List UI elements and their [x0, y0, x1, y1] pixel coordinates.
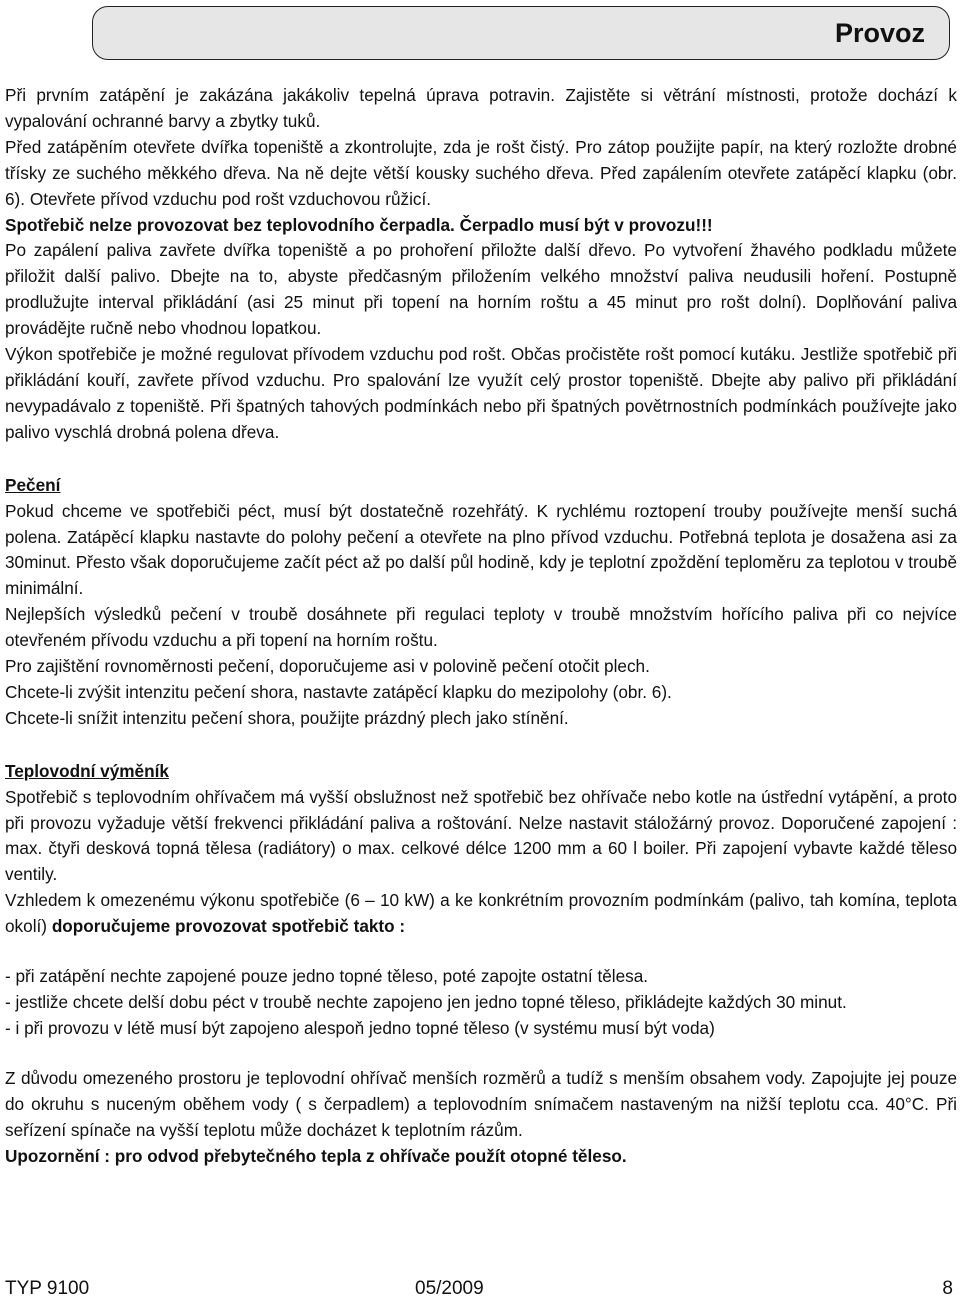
paragraph: Výkon spotřebiče je možné regulovat přívodem vzduchu pod rošt. Občas pročistěte rošt pomocí kutáku. Jestliže spotřebič při přikládání kouří, zavřete přívod vzduchu. Pro spalování lze využít celý prostor topeniště. Dbejte aby palivo při přikládání nevypadávalo z topeniště. Při špatných tahových podmínkách nebo při špatných povětrnostních podmínkách používejte jako palivo vyschlá drobná polena dřeva. — [5, 344, 957, 442]
list-item: - při zatápění nechte zapojené pouze jedno topné těleso, poté zapojte ostatní tělesa. — [5, 966, 649, 987]
paragraph: Při prvním zatápění je zakázána jakákoliv tepelná úprava potravin. Zajistěte si větrání místnosti, protože dochází k vypalování ochranné barvy a zbytky tuků. — [5, 85, 957, 131]
paragraph: Nejlepších výsledků pečení v troubě dosáhnete při regulaci teploty v troubě množstvím hořícího paliva při co nejvíce otevřeném přívodu vzduchu a při topení na horním roštu. — [5, 604, 957, 651]
section-heading-teplovodni: Teplovodní výměník — [5, 760, 169, 781]
list-item: - jestliže chcete delší dobu péct v troubě nechte zapojeno jen jedno topné těleso, přikládejte každých 30 minut. — [5, 992, 847, 1012]
pump-warning: Spotřebič nelze provozovat bez teplovodního čerpadla. Čerpadlo musí být v provozu!!! — [5, 214, 713, 235]
page-footer — [5, 1276, 953, 1302]
section-heading-peceni: Pečení — [5, 474, 61, 495]
paragraph: Chcete-li zvýšit intenzitu pečení shora, nastavte zatápěcí klapku do mezipolohy (obr. 6). — [5, 681, 672, 702]
paragraph: Před zatápěním otevřete dvířka topeniště a zkontrolujte, zda je rošt čistý. Pro zátop použijte papír, na který rozložte drobné třísky ze suchého měkkého dřeva. Na ně dejte větší kousky suchého dřeva. Před zapálením otevřete zatápěcí klapku (obr. 6). Otevřete přívod vzduchu pod rošt vzduchovou růžicí. — [5, 136, 957, 209]
paragraph — [5, 888, 957, 940]
paragraph: Po zapálení paliva zavřete dvířka topeniště a po prohoření přiložte další dřevo. Po vytvoření žhavého podkladu můžete přiložit další palivo. Dbejte na to, abyste předčasným přiložením velkého množství paliva neudusili hoření. Postupně prodlužujte interval přikládání (asi 25 minut při topení na horním roštu a 45 minut pro rošt dolní). Doplňování paliva provádějte ručně nebo vhodnou lopatkou. — [5, 240, 957, 339]
paragraph: Chcete-li snížit intenzitu pečení shora, použijte prázdný plech jako stínění. — [5, 707, 569, 728]
list-item: - i při provozu v létě musí být zapojeno alespoň jedno topné těleso (v systému musí být voda) — [5, 1017, 715, 1038]
page-title: Provoz — [834, 17, 925, 48]
document-body — [5, 83, 957, 1169]
paragraph: Pro zajištění rovnoměrnosti pečení, doporučujeme asi v polovině pečení otočit plech. — [5, 656, 650, 677]
footer-page-number: 8 — [942, 1278, 953, 1299]
footer-model: TYP 9100 — [5, 1278, 90, 1299]
recommendation-intro: Vzhledem k omezenému výkonu spotřebiče (6 – 10 kW) a ke konkrétním provozním podmínkám (palivo, tah komína, teplota okolí) — [5, 890, 957, 937]
warning-note: Upozornění : pro odvod přebytečného tepla z ohřívače použít otopné těleso. — [5, 1145, 627, 1166]
footer-date: 05/2009 — [415, 1278, 484, 1299]
paragraph: Z důvodu omezeného prostoru je teplovodní ohřívač menších rozměrů a tudíž s menším obsahem vody. Zapojujte jej pouze do okruhu s nuceným oběhem vody ( s čerpadlem) a teplovodním snímačem nastaveným na nižší teplotu cca. 40°C. Při seřízení spínače na vyšší teplotu může docházet k teplotním rázům. — [5, 1067, 957, 1140]
title-banner — [92, 6, 950, 60]
recommendation-bold: doporučujeme provozovat spotřebič takto : — [51, 916, 406, 937]
paragraph: Spotřebič s teplovodním ohřívačem má vyšší obslužnost než spotřebič bez ohřívače nebo kotle na ústřední vytápění, a proto při provozu vyžaduje větší frekvenci přikládání paliva a roštování. Nelze nastavit stáložárný provoz. Doporučené zapojení : max. čtyři desková topná tělesa (radiátory) o max. celkové délce 1200 mm a 60 l boiler. Při zapojení vybavte každé těleso ventily. — [5, 786, 957, 885]
paragraph: Pokud chceme ve spotřebiči péct, musí být dostatečně rozehřátý. K rychlému roztopení trouby používejte menší suchá polena. Zatápěcí klapku nastavte do polohy pečení a otevřete na plno přívod vzduchu. Potřebná teplota je dosažena asi za 30minut. Přesto však doporučujeme začít péct až po další půl hodině, kdy je teplotní zpoždění teploměru za teplotou v troubě minimální. — [5, 500, 957, 599]
